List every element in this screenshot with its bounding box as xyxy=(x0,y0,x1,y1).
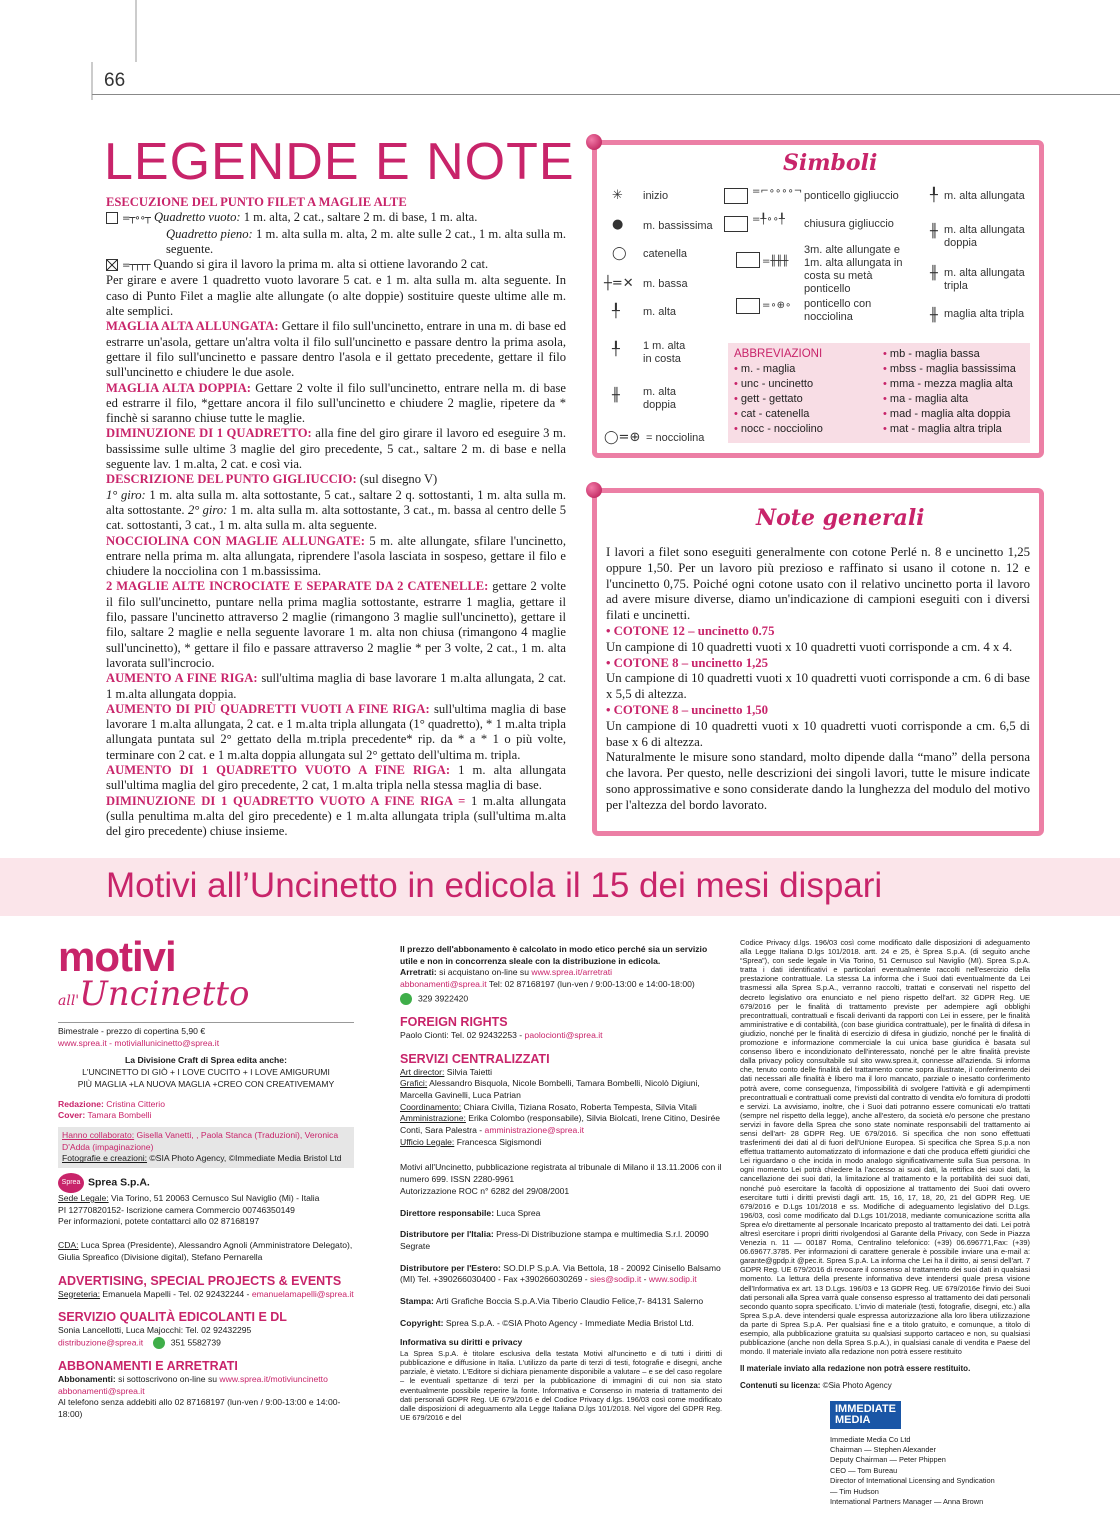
page-number: 66 xyxy=(104,70,126,91)
coordinamento-label: Coordinamento: xyxy=(400,1101,462,1112)
foto-label: Fotografie e creazioni: xyxy=(62,1153,148,1164)
filet-pieno-label: Quadretto pieno: xyxy=(166,226,253,241)
logo-uncinetto: Uncinetto xyxy=(79,974,250,1014)
dim-fine-text: 1 m.alta allungata (sulla penultima m.alta del giro precedente) e 1 m.alta allungata tripla (sull'ultima m.alta del giro precedente) chiuse insieme. xyxy=(106,793,566,839)
popcorn-bridge-icon: =∘⊕∘ xyxy=(762,300,792,311)
privacy-legal: Codice Privacy d.lgs. 196/03 così come modificato dalle disposizioni di adeguamento alla Legge Italiana D.lgs 101/2018. artt. 24 e 25, è Sprea S.p.A. (di seguito anche “Sprea”), con sede legale in Via Torino, 51 Cernusco sul Naviglio (MI). Sprea S.p.A. tratta i dati identificativi e particolari eventualmente raccolti nell'esercizio della prestazione contrattuale. La stessa La informa che i Suoi dati eventualmente da Lei trasmessi alla Sprea S.p.A., verranno raccolti, trattati e conservati nel rispetto del decreto legislativo ora enunciato e nel pieno rispetto dell'art. 32 GDPR Reg. UE 679/2016 per le finalità di trattamento previste per adempiere agli obblighi precontrattuali, contrattuali e fiscali derivanti da rapporti con Lei in essere, per le finalità amministrative e di contabilità, (con base giuridica contrattuale), per le finalità di difesa in giudizio, nonché per le finalità di esercizio di difesa in giudizio, nonché per le finalità di promozione e informazione commerciale la cui unica base giuridica è basata sul consenso libero e incondizionato dell'interessato, nonché per le altre finalità previste dalla privacy policy consultabile sul sito www.sprea.it, connesse all'azienda. Si informa che, tenuto conto delle finalità del trattamento come sopra illustrate, il conferimento dei dati necessari alle finalità è libero ma il loro mancato, parziale o inesatto conferimento potrà avere, come conseguenza, l'impossibilità di svolgere l'attività e gli adempimenti precontrattuali e contrattuali come previsti dal contratto di vendita e/o fornitura di prodotti e servizi. La avvisiamo, inoltre, che i Suoi dati potranno essere comunicati e/o trattati (sempre nel rispetto della legge), anche all'estero, da società e/o persone che prestano servizi in favore della Sprea che sono state nominate responsabili del trattamento ai sensi dell'art- 28 GDPR Reg. UE 679/2016. Si specifica che non sono effettuati trasferimenti dei dati al di fuori dell'Unione Europea. Si specifica che Sprea S.p.a non effettua trattamento automatizzato di informazione e dati che produca effetti giuridici che Lei riguardano o che incida in modo analogo significativamente sulla Sua persona. In ogni momento Lei potrà chiedere la l'accesso ai suoi dati, la rettifica dei suoi dati, la cancellazione dei suoi dati, la limitazione al trattamento e la portabilità dei suoi dati, nonché può esercitare la facoltà di opposizione al trattamento dei Suoi dati ovvero esercitare tutti i diritti previsti dagli artt. 15, 16, 17, 18, 20, 21 del GDPR Reg. UE 679/2016 e D.Lgs 101/2018 e ss. Modifiche di adeguamento legislativo del D.Lgs. 196/03, così come modificato dal D.Lgs 101/2018, mediante comunicazione scritta alla Sprea e/o direttamente al personale Incaricato preposto al trattamento dei dati. Lei potrà altresì esercitare i propri diritti rivolgendosi al Garante della Privacy, con Sede in Piazza Venezia n. 11 — 00187 Roma, Centralino telefonico: (+39) 06.696771,Fax: (+39) 06.69677.3785. Per informazioni di carattere generale è possibile inviare una e-mail a: garante@gpdp.it @pec.it. Sprea S.p.A. La informa che Lei ha il diritto, ai sensi dell'art. 7 GDPR Reg. UE 679/2016 di revocare il consenso al trattamento dei suoi dati in qualsiasi momento. La lettura della presente informativa deve intendersi quale presa visione dell'Informativa ex art. 13 D.Lgs. 196/03 e 13 GDPR Reg. UE 679/2016e l'invio dei Suoi dati personali alla Sprea varrà quale consenso espresso al trattamento dei dati personali secondo quanto sopra specificato. L'invio di materiale (testi, fotografie, disegni, etc.) alla Sprea S.p.A. deve intendersi quale espressa autorizzazione alla loro libera utilizzazione da parte di Sprea S.p.A. Per qualsiasi fine e a titolo gratuito, e comunque, a titolo di esempio, alla pubblicazione gratuita su qualsiasi supporto cartaceo e non, su qualsiasi pubblicazione (anche non della Sprea S.p.A.), in qualsiasi canale di vendita e Paese del mondo. Il materiale inviato alla redazione non potrà essere restituito xyxy=(740,938,1030,1357)
arretrati-email-link[interactable]: abbonamenti@sprea.it xyxy=(400,979,487,990)
sede-value: Via Torino, 51 20063 Cernusco Sul Naviglio (Mi) - Italia xyxy=(108,1193,320,1204)
adv-email-link[interactable]: emanuelamapelli@sprea.it xyxy=(251,1288,354,1299)
adv-value: Emanuela Mapelli - Tel. 02 92432244 - xyxy=(100,1288,252,1299)
abbr-item: • cat - catenella xyxy=(734,408,810,420)
simboli-title: Simboli xyxy=(783,150,878,176)
note-cotone8-150-heading: • COTONE 8 – uncinetto 1,50 xyxy=(606,702,769,717)
symbol-bassa: m. bassa xyxy=(643,278,688,290)
doppia-text: Gettare 2 volte il filo sull'uncinetto, entrare nella m. di base ed estrarre il filo, *gettare ancora il filo sull'uncinetto e chiudere 2 maglie, ripetere da * finchè si saranno chiuse tutte le maglie. xyxy=(106,380,566,426)
direttore-value: Luca Sprea xyxy=(494,1207,541,1218)
distributore-estero-value: SO.DI.P S.p.A. Via Bettola, 18 - 20092 Cinisello Balsamo (MI) Tel. +390266030400 - Fax +390266030269 - xyxy=(400,1262,721,1285)
abbr-item: • unc - uncinetto xyxy=(734,378,814,390)
logo-motivi: motivi xyxy=(58,933,176,980)
arretrati-tel: Tel: 02 87168197 (lun-ven / 9:00-13:00 e 14:00-18:00) xyxy=(486,979,695,990)
filet-heading: ESECUZIONE DEL PUNTO FILET A MAGLIE ALTE xyxy=(106,195,407,209)
sede-label: Sede Legale: xyxy=(58,1193,109,1204)
abb-url-link[interactable]: www.sprea.it/motiviuncinetto xyxy=(219,1373,328,1384)
long-dtr-icon: ╫ xyxy=(930,266,938,281)
piva: PI 12770820152- Iscrizione camera Commercio 00746350149 xyxy=(58,1204,295,1215)
stampa-label: Stampa: xyxy=(400,1296,434,1307)
note-outro: Naturalmente le misure sono standard, molto dipende dalla “mano” della persona che lavora. Per questo, nelle descrizioni dei singoli lavori, tutte le misure indicate sono approssimative e sono considerate dando la lunghezza del modulo del motivo per l'altezza del bordo lavorato. xyxy=(606,750,1030,812)
prezzo-note: Il prezzo dell'abbonamento è calcolato in modo etico perché sia un servizio utile e non in concorrenza sleale con la distribuzione in edicola. xyxy=(400,944,708,966)
arretrati-label: Arretrati: xyxy=(400,967,437,978)
sq-title: SERVIZIO QUALITÀ EDICOLANTI E DL xyxy=(58,1310,287,1325)
roc: Autorizzazione ROC n° 6282 del 29/08/2001 xyxy=(400,1185,570,1196)
empty-filet-stitch-icon: =┬∘∘┬ xyxy=(122,213,150,225)
aumento-piu-heading: AUMENTO DI PIÙ QUADRETTI VUOTI A FINE RIGA: xyxy=(106,701,430,716)
imm-line: International Partners Manager — Anna Brown xyxy=(830,1496,984,1506)
abbr-item: • mb - maglia bassa xyxy=(883,348,980,360)
abb-title: ABBONAMENTI E ARRETRATI xyxy=(58,1358,238,1373)
empty-square-icon xyxy=(106,212,118,224)
ufficio-legale-label: Ufficio Legale: xyxy=(400,1136,455,1147)
symbol-catenella: catenella xyxy=(643,248,688,260)
filet-vuoto-row xyxy=(106,210,566,226)
banner-text: Motivi all’Uncinetto in edicola il 15 dei mesi dispari xyxy=(106,866,883,905)
imm-line: Chairman — Stephen Alexander xyxy=(830,1444,936,1454)
abbr-item: • mma - mezza maglia alta xyxy=(883,378,1013,390)
pin-icon xyxy=(586,134,602,150)
copyright-label: Copyright: xyxy=(400,1317,444,1328)
adv-label: Segreteria: xyxy=(58,1288,101,1299)
foreign-rights-text: Paolo Cionti: Tel. 02 92432253 - xyxy=(400,1029,525,1040)
abbreviations-right xyxy=(883,347,1024,437)
imm-line: Director of International Licensing and Syndication xyxy=(830,1476,995,1486)
hanno-value: Gisella Vanetti, , Paola Stanca (Traduzioni), Veronica D'Adda (impaginazione) xyxy=(62,1129,339,1152)
gigliuccio-giro2-text: 1 m. alta sulla m. alta sottostante, 3 cat., m. bassa al centro delle 5 cat. sottostanti, 3 cat., 1 m. alta sulla m. alta seguente. xyxy=(106,502,567,533)
hanno-label: Hanno collaborato: xyxy=(62,1129,135,1140)
crop-marks xyxy=(0,0,1120,100)
allungata-heading: MAGLIA ALTA ALLUNGATA: xyxy=(106,319,279,334)
stampa-value: Arti Grafiche Boccia S.p.A.Via Tiberio Claudio Felice,7- 84131 Salerno xyxy=(433,1296,704,1307)
immediate-media-block xyxy=(740,1401,1030,1508)
amministrazione-email-link[interactable]: amministrazione@sprea.it xyxy=(484,1125,585,1136)
left-column xyxy=(106,195,566,839)
distributore-estero-label: Distributore per l'Estero: xyxy=(400,1262,501,1273)
nocciolina-text: 5 m. alte allungate, sfilare l'uncinetto, entrare nella prima m. alta allungata, riprendere l'asola lasciata in sospeso, gettare il filo e chiudere la nocciolina con 1 m.bassissima. xyxy=(106,533,566,579)
popcorn-square-icon xyxy=(736,298,760,314)
abbr-item: • gett - gettato xyxy=(734,393,803,405)
long-dc-group-icon: =╫╫╫ xyxy=(762,256,789,267)
gigliuccio-giro1-label: 1° giro: xyxy=(106,487,146,502)
imm-line: Deputy Chairman — Peter Phippen xyxy=(830,1455,946,1465)
symbol-alte-allungate: 3m. alte allungate e 1m. alta allungata in costa su metà ponticello xyxy=(804,244,903,295)
symbol-alta-tripla: maglia alta tripla xyxy=(944,308,1025,320)
materiale-note: Il materiale inviato alla redazione non potrà essere restituito. xyxy=(740,1364,971,1374)
symbol-alta: m. alta xyxy=(643,306,677,318)
foto-value: ©SIA Photo Agency, ©Immediate Media Bristol Ltd xyxy=(147,1153,342,1164)
double-crochet-icon: ╀ xyxy=(612,304,620,319)
coordinamento-value: Chiara Civilla, Tiziana Rosato, Roberta Tempesta, Silvia Vitali xyxy=(461,1101,697,1112)
dc-in-relief-icon: ╀ xyxy=(612,342,620,357)
amministrazione-label: Amministrazione: xyxy=(400,1113,466,1124)
info-contact: Per informazioni, potete contattarci allo 02 87168197 xyxy=(58,1216,260,1227)
long-tr-icon: ╫ xyxy=(930,224,938,239)
note-intro: I lavori a filet sono eseguiti generalmente con cotone Perlé n. 8 e uncinetto 1,25 oppure 1,50. Per un lavoro più prezioso e raffinato si usano il cotone n. 12 e l'uncinetto 0,75. Poiché ogni cotone usato con il relativo uncinetto porta il lavoro ad avere misure diverse, diamo un'indicazione di campioni eseguiti con i diversi filati e uncinetti. xyxy=(606,545,1030,623)
symbol-alta-allungata-tripla: m. alta allungata tripla xyxy=(944,267,1025,292)
logo-all: all' xyxy=(58,993,80,1009)
pin-icon xyxy=(586,482,602,498)
incrociate-heading: 2 MAGLIE ALTE INCROCIATE E SEPARATE DA 2 CATENELLE: xyxy=(106,579,489,594)
dim1-text: alla fine del giro girare il lavoro ed eseguire 3 m. bassissime sulle ultime 3 maglie del giro precedente, 5 cat., saltare 2 m. di base e nella seguente lav. 1 m.alta, 2 cat. e così via. xyxy=(106,426,566,472)
note-title: Note generali xyxy=(756,505,925,531)
aumento-piu-text: sull'ultima maglia di base lavorare 1 m.alta allungata, 2 cat. e 1 m.alta tripla allungata (1° quadretto), * 1 m.alta tripla allungata puntata sul 2° gettato della m.tripla precedente* rip. da * a * 1 o più volte, terminare con 2 cat. e 1 m.alta doppia allungata sul 2° gettato dell'ultima m. tripla. xyxy=(106,701,566,762)
filet-vuoto-text: 1 m. alta, 2 cat., saltare 2 m. di base, 1 m. alta. xyxy=(240,210,478,225)
contenuti-value: ©Sia Photo Agency xyxy=(820,1381,892,1391)
testate-2: PIÙ MAGLIA +LA NUOVA MAGLIA +CREO CON CREATIVEMAMY xyxy=(77,1078,335,1089)
cda-label: CDA: xyxy=(58,1240,79,1251)
symbol-alta-allungata: m. alta allungata xyxy=(944,190,1025,202)
v-square-icon xyxy=(724,216,748,232)
immediate-media-logo: IMMEDIATE MEDIA xyxy=(830,1401,901,1429)
abbreviations-left xyxy=(734,362,875,437)
colophon-col2: Il prezzo dell'abbonamento è calcolato in modo etico perché sia un servizio utile e non in concorrenza sleale con la distribuzione in edicola. Arretrati: si acquistano on-line su www.sprea.it/arretrati abbonamenti@sprea.it Tel: 02 87168197 (lun-ven / 9:00-13:00 e 14:00-18:00) 329 3922420 FOREIGN RIGHTS Paolo Cionti: Tel. 02 92432253 - paolocionti@sprea.it SERVIZI CENTRALIZZATI Art director: Silvia Taietti Grafici: Alessandro Bisquola, Nicole Bombelli, Tamara Bombelli, Nicolò Digiuni, Marcella Gavinelli, Luca Patrian Coordinamento: Chiara Civilla, Tiziana Rosato, Roberta Tempesta, Silvia Vitali Amministrazione: Erika Colombo (responsabile), Silvia Biolcati, Irene Citino, Desirée Conti, Sara Palestra - amministrazione@sprea.it Ufficio Legale: Francesca Sigismondi Motivi all'Uncinetto, pubblicazione registrata al tribunale di Milano il 13.11.2006 con il numero 699. ISSN 2280-9961 Autorizzazione ROC n° 6282 del 29/08/2001 Direttore responsabile: Luca Sprea Distributore per l'Italia: Press-Di Distribuzione stampa e multimedia S.r.l. 20090 Segrate Distributore per l'Estero: SO.DI.P S.p.A. Via Bettola, 18 - 20092 Cinisello Balsamo (MI) Tel. +390266030400 - Fax +390266030269 - sies@sodip.it - www.sodip.it Stampa: Arti Grafiche Boccia S.p.A.Via Tiberio Claudio Felice,7- 84131 Salerno Copyright: Sprea S.p.A. - ©SIA Photo Agency - Immediate Media Bristol Ltd. Informativa su diritti e privacy La Sprea S.p.A. è titolare esclusiva della testata Motivi all'uncinetto e di tutti i diritti di pubblicazione e diffusione in Italia. L'utilizzo da parte di terzi di testi, fotografie e disegni, anche parziale, è vietato. L'Editore si dichiara pienamente disponibile a valutare – e se del caso regolare – le eventuali spettanze di terzi per la pubblicazione di immagini di cui non sia stato eventualmente possibile reperire la fonte. Informativa e Consenso in materia di trattamento dei dati personali GDPR Reg. UE 679/2016 e del Codice Privacy d.lgs. 196/03 così come modificato dalle disposizioni di adeguamento alla Legge Italiana D.lgs 101/2018. Nel vigore del GDPR Reg. UE 679/2016 e del xyxy=(400,944,722,1422)
filet-vuoto-label: Quadretto vuoto: xyxy=(153,210,241,225)
abbreviations-title: ABBREVIAZIONI xyxy=(734,348,823,360)
redazione-label: Redazione: xyxy=(58,1098,104,1109)
website-link[interactable]: www.sprea.it - motiviallunicinetto@sprea.it xyxy=(58,1037,220,1048)
aumento-heading: AUMENTO A FINE RIGA: xyxy=(106,671,258,686)
symbol-alta-doppia: m. alta doppia xyxy=(643,386,677,411)
divisione: La Divisione Craft di Sprea edita anche: xyxy=(125,1055,287,1066)
single-crochet-icon: ┼=✕ xyxy=(604,276,634,291)
symbol-alta-costa: 1 m. alta in costa xyxy=(643,340,686,365)
triple-treble-icon: ╫ xyxy=(930,308,938,323)
incrociate-text: gettare 2 volte il filo sull'uncinetto, puntare nella prima maglia sottostante, estrarre 1 maglia, gettare il filo, passare l'uncinetto attraverso 2 maglie (rimangono 3 maglie sull'uncinetto), gettare il filo, saltare 2 maglie e nella seguente lavorare 1 m. alta non chiusa (rimangono 4 maglie sull'uncinetto), * gettare il filo e passare attraverso 2 maglie * per 3 volte, 2 cat., 1 m. alta lavorata sull'incrocio. xyxy=(106,579,566,670)
filet-giro-text: Quando si gira il lavoro la prima m. alta si ottiene lavorando 2 cat. xyxy=(153,257,489,272)
symbol-ponticello-nocciolina: ponticello con nocciolina xyxy=(804,298,872,323)
abbr-item: • nocc - nocciolino xyxy=(734,423,823,435)
sq-names: Sonia Lancellotti, Luca Majocchi: Tel. 02 92432295 xyxy=(58,1325,252,1336)
distributore-italia-value: Press-Di Distribuzione stampa e multimedia S.r.l. 20090 Segrate xyxy=(400,1229,709,1251)
gigliuccio-giro1-text: 1 m. alta sulla m. alta sottostante, 5 cat., saltare 2 q. sottostanti, 1 m. alta sulla m. alta sottostante. xyxy=(106,487,567,517)
page-title: LEGENDE E NOTE xyxy=(104,133,575,191)
copyright-value: Sprea S.p.A. - ©SIA Photo Agency - Immediate Media Bristol Ltd. xyxy=(443,1317,694,1328)
treble-crochet-icon: ╫ xyxy=(612,388,620,403)
symbol-ponticello-gigliuccio: ponticello gigliuccio xyxy=(804,190,899,202)
slip-stitch-icon: ● xyxy=(612,217,624,232)
imm-line: — Tim Hudson xyxy=(830,1486,879,1496)
start-icon: ✳ xyxy=(612,188,623,203)
imm-line: Immediate Media Co Ltd xyxy=(830,1434,911,1444)
whatsapp-icon xyxy=(400,993,412,1005)
note-text xyxy=(606,545,1030,814)
art-director-label: Art director: xyxy=(400,1066,445,1077)
filet-giro-row xyxy=(106,257,566,273)
doppia-heading: MAGLIA ALTA DOPPIA: xyxy=(106,380,251,395)
full-filet-stitch-icon: =┬┬┬┬ xyxy=(122,260,150,272)
magazine-logo xyxy=(58,933,354,1014)
aumento-1-text: 1 m. alta allungata sull'ultima maglia del giro precedente, 2 cat, 1 m.alta tripla nella stessa maglia di base. xyxy=(106,762,566,793)
sq-phone: 351 5582739 xyxy=(170,1337,221,1348)
cover-label: Cover: xyxy=(58,1110,86,1121)
filet-pieno-row xyxy=(106,227,566,258)
abb-label: Abbonamenti: xyxy=(58,1373,116,1384)
gigliuccio-giro2-label: 2° giro: xyxy=(187,502,228,517)
symbol-nocciolina: = nocciolina xyxy=(646,432,705,444)
arretrati-url-link[interactable]: www.sprea.it/arretrati xyxy=(531,967,613,978)
aumento-1-heading: AUMENTO DI 1 QUADRETTO VUOTO A FINE RIGA: xyxy=(106,762,451,777)
abbr-item: • mbss - maglia bassissima xyxy=(883,363,1016,375)
note-cotone12-text: Un campione di 10 quadretti vuoti x 10 quadretti vuoti corrisponde a cm. 4 x 4. xyxy=(606,639,1013,654)
abbreviations-panel xyxy=(728,343,1030,443)
sodip-email-link[interactable]: sies@sodip.it xyxy=(590,1274,642,1285)
symbol-chiusura-gigliuccio: chiusura gigliuccio xyxy=(804,218,894,230)
symbol-bassissima: m. bassissima xyxy=(643,220,713,232)
allungata-text: Gettare il filo sull'uncinetto, entrare in una m. di base ed estrarre un'asola, gettare un'altra volta il filo sull'uncinetto e passare dentro la prima asola, gettare il filo sull'uncinetto e passare dentro l'asola e il gettato precedente, gettare il filo sull'uncinetto e chiudere le due asole. xyxy=(106,319,566,380)
abbr-item: • mat - maglia altra tripla xyxy=(883,423,1002,435)
nocciolina-heading: NOCCIOLINA CON MAGLIE ALLUNGATE: xyxy=(106,533,365,548)
filet-pieno-text: 1 m. alta sulla m. alta, 2 m. alte sulle 2 cat., 1 m. alta sulla m. seguente. xyxy=(166,226,567,256)
registrazione: Motivi all'Uncinetto, pubblicazione registrata al tribunale di Milano il 13.11.2006 con il numero 699. ISSN 2280-9961 xyxy=(400,1162,722,1185)
dim-fine-heading: DIMINUZIONE DI 1 QUADRETTO VUOTO A FINE RIGA = xyxy=(106,793,466,808)
gigliuccio-sub: (sul disegno V) xyxy=(356,472,438,487)
filet-paragraph: Per girare e avere 1 quadretto vuoto lavorare 5 cat. e 1 m. alta sulla m. alta seguente. In caso di Punto Filet a maglie alte allungate (o alte doppie) sostituire queste ultime alle m. alte semplici. xyxy=(106,273,566,319)
symbol-inizio: inizio xyxy=(643,190,669,202)
long-dc-icon: ╀ xyxy=(930,188,938,203)
ufficio-legale-value: Francesca Sigismondi xyxy=(454,1136,542,1147)
crossed-square-icon xyxy=(736,252,760,268)
testate-1: L'UNCINETTO DI GIÒ + I LOVE CUCITO + I LOVE AMIGURUMI xyxy=(82,1067,330,1078)
cda-value: Luca Sprea (Presidente), Alessandro Agnoli (Amministratore Delegato), Giulia Spreafico (Divisione digital), Stefano Pernarella xyxy=(58,1240,353,1262)
note-cotone8-125-heading: • COTONE 8 – uncinetto 1,25 xyxy=(606,655,769,670)
credits-box xyxy=(58,1127,354,1168)
gigliuccio-close-icon: =╀∘∘╀ xyxy=(752,214,785,225)
foreign-rights-title: FOREIGN RIGHTS xyxy=(400,1014,508,1029)
abbr-item: • mad - maglia alta doppia xyxy=(883,408,1011,420)
direttore-label: Direttore responsabile: xyxy=(400,1207,495,1218)
grafici-value: Alessandro Bisquola, Nicole Bombelli, Tamara Bombelli, Nicolò Digiuni, Marcella Gavinelli, Luca Patrian xyxy=(400,1078,700,1100)
chain-icon: ◯ xyxy=(612,246,627,261)
art-director-value: Silvia Taietti xyxy=(444,1066,493,1077)
whatsapp-icon xyxy=(153,1337,165,1349)
legal-text xyxy=(740,938,1030,1507)
colophon-col1 xyxy=(58,933,354,1421)
abbr-item: • ma - maglia alta xyxy=(883,393,969,405)
abbr-item: • m. - maglia xyxy=(734,363,796,375)
symbol-alta-allungata-doppia: m. alta allungata doppia xyxy=(944,224,1025,249)
contenuti-label: Contenuti su licenza: xyxy=(740,1381,821,1391)
popcorn-icon: ◯=⊕ xyxy=(604,430,641,445)
sprea-name: Sprea S.p.A. xyxy=(88,1176,150,1189)
gigliuccio-bridge-icon: =⌐∘∘∘∘¬ xyxy=(752,186,803,197)
header-rule xyxy=(92,94,1120,95)
amministrazione-value: Erika Colombo (responsabile), Silvia Biolcati, Irene Citino, Desirée Conti, Sara Palestra - xyxy=(400,1113,721,1136)
imm-line: CEO — Tom Bureau xyxy=(830,1465,898,1475)
note-cotone12-heading: • COTONE 12 – uncinetto 0.75 xyxy=(606,623,775,638)
privacy-text: La Sprea S.p.A. è titolare esclusiva della testata Motivi all'uncinetto e di tutti i diritti di pubblicazione e diffusione in Italia. L'utilizzo da parte di terzi di testi, fotografie e disegni, anche parziale, è vietato. L'Editore si dichiara pienamente disponibile a valutare – e se del caso regolare – le eventuali spettanze di terzi per la pubblicazione di immagini di cui non sia stato eventualmente possibile reperire la fonte. Informativa e Consenso in materia di trattamento dei dati personali GDPR Reg. UE 679/2016 e del Codice Privacy d.lgs. 196/03 così come modificato dalle disposizioni di adeguamento alla Legge Italiana D.lgs 101/2018. Nel vigore del GDPR Reg. UE 679/2016 e del xyxy=(400,1349,722,1422)
adv-title: ADVERTISING, SPECIAL PROJECTS & EVENTS xyxy=(58,1273,342,1288)
sodip-website-link[interactable]: www.sodip.it xyxy=(648,1274,697,1285)
foreign-rights-email-link[interactable]: paolocionti@sprea.it xyxy=(524,1029,603,1040)
empty-square-icon xyxy=(724,188,748,204)
aumento-text: sull'ultima maglia di base lavorare 1 m.alta allungata, 2 cat. 1 m.alta allungata doppia. xyxy=(106,671,567,701)
privacy-title: Informativa su diritti e privacy xyxy=(400,1337,523,1348)
abb-tel: Al telefono senza addebiti allo 02 87168197 (lun-ven / 9:00-13:00 e 14:00-18:00) xyxy=(58,1397,341,1420)
gigliuccio-heading: DESCRIZIONE DEL PUNTO GIGLIUCCIO: xyxy=(106,472,357,487)
crossed-square-icon xyxy=(106,259,118,271)
bimestrale: Bimestrale - prezzo di copertina 5,90 € xyxy=(58,1026,206,1036)
sprea-logo: Sprea xyxy=(58,1173,84,1193)
sq-email-link[interactable]: distribuzione@sprea.it xyxy=(58,1337,144,1348)
note-cotone8-125-text: Un campione di 10 quadretti vuoti x 10 quadretti vuoti corrisponde a cm. 6 di base x 5,5 di altezza. xyxy=(606,671,1030,702)
distributore-italia-label: Distributore per l'Italia: xyxy=(400,1229,494,1240)
dim1-heading: DIMINUZIONE DI 1 QUADRETTO: xyxy=(106,426,312,441)
arretrati-value: si acquistano on-line su xyxy=(436,967,532,978)
abb-email-link[interactable]: abbonamenti@sprea.it xyxy=(58,1385,145,1396)
cover-value: Tamara Bombelli xyxy=(85,1110,152,1121)
abb-value: si sottoscrivono on-line su xyxy=(115,1373,220,1384)
servizi-title: SERVIZI CENTRALIZZATI xyxy=(400,1051,550,1066)
grafici-label: Grafici: xyxy=(400,1078,428,1089)
note-cotone8-150-text: Un campione di 10 quadretti vuoti x 10 quadretti vuoti corrisponde a cm. 6,5 di base x 6 di altezza. xyxy=(606,718,1030,749)
redazione-value: Cristina Citterio xyxy=(103,1098,165,1109)
arretrati-phone: 329 3922420 xyxy=(418,993,469,1004)
